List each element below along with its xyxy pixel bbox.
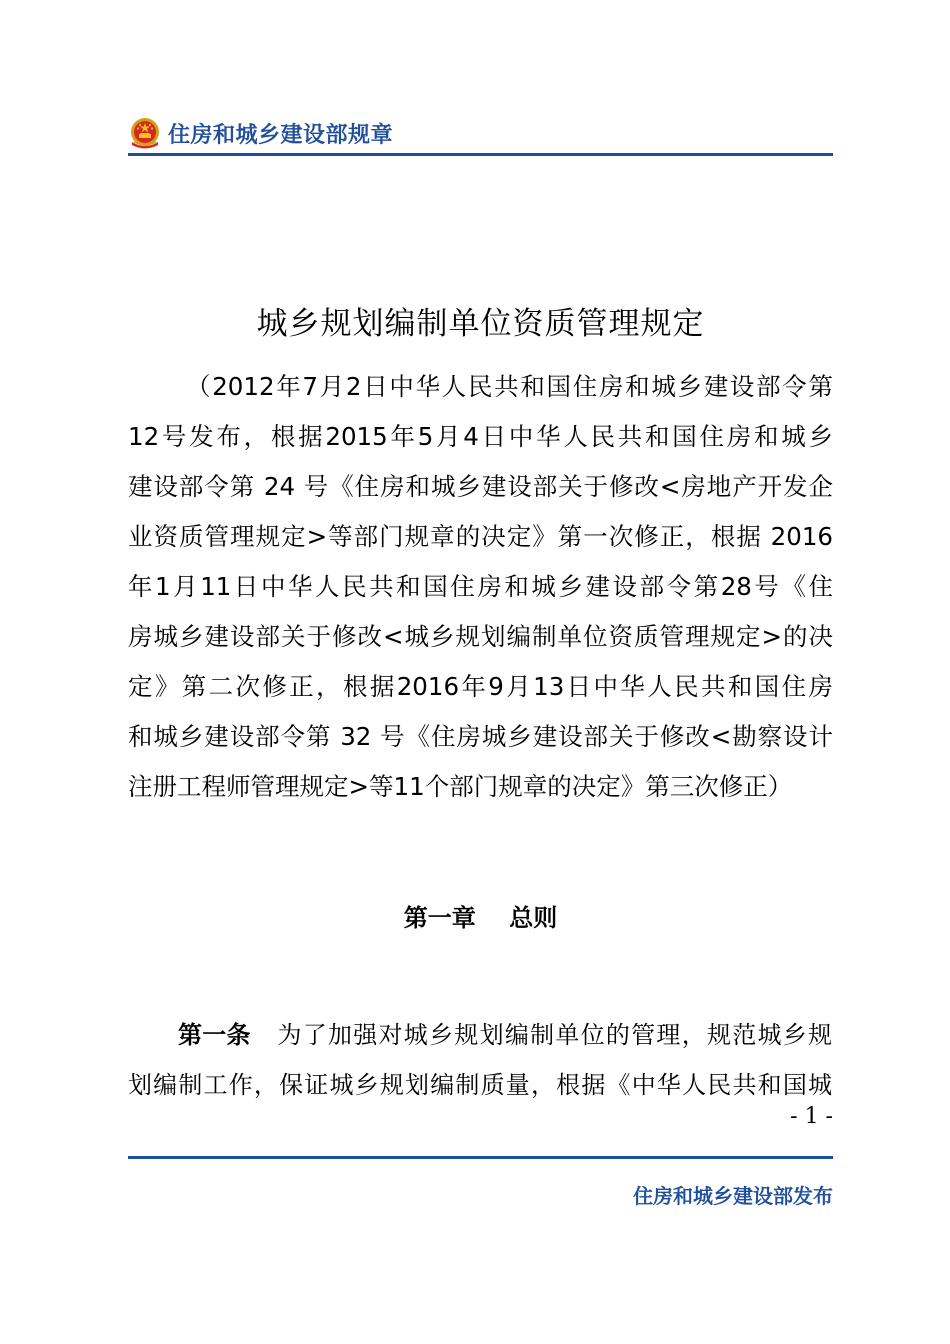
article-label: 第一条 [178,1021,251,1049]
preamble-line: 建设部令第 24 号《住房和城乡建设部关于修改<房地产开发企 [128,472,833,501]
page-number: - 1 - [790,1104,833,1129]
preamble-line: 年1月11日中华人民共和国住房和城乡建设部令第28号《住 [128,572,833,601]
preamble-line: 12号发布，根据2015年5月4日中华人民共和国住房和城乡 [128,422,833,451]
header-divider [128,153,833,156]
chapter-heading: 第一章 总则 [403,904,558,932]
article-line: 划编制工作，保证城乡规划编制质量，根据《中华人民共和国城 [128,1071,833,1099]
preamble-line: 房城乡建设部关于修改<城乡规划编制单位资质管理规定>的决 [128,622,833,651]
preamble-line: （2012年7月2日中华人民共和国住房和城乡建设部令第 [186,372,833,401]
article-text: 为了加强对城乡规划编制单位的管理，规范城乡规 [277,1021,834,1049]
document-title: 城乡规划编制单位资质管理规定 [256,306,705,342]
preamble-line: 注册工程师管理规定>等11个部门规章的决定》第三次修正） [128,772,793,801]
preamble-line: 业资质管理规定>等部门规章的决定》第一次修正，根据 2016 [128,522,833,551]
preamble-line: 和城乡建设部令第 32 号《住房城乡建设部关于修改<勘察设计 [128,722,833,751]
article-line [128,1015,833,1065]
article-1 [128,1015,833,1115]
footer-publisher: 住房和城乡建设部发布 [633,1184,833,1208]
national-emblem-icon [128,116,162,152]
footer-divider [128,1156,833,1159]
header-title: 住房和城乡建设部规章 [168,123,394,148]
preamble-line: 定》第二次修正，根据2016年9月13日中华人民共和国住房 [128,672,833,701]
document-preamble [128,365,833,815]
